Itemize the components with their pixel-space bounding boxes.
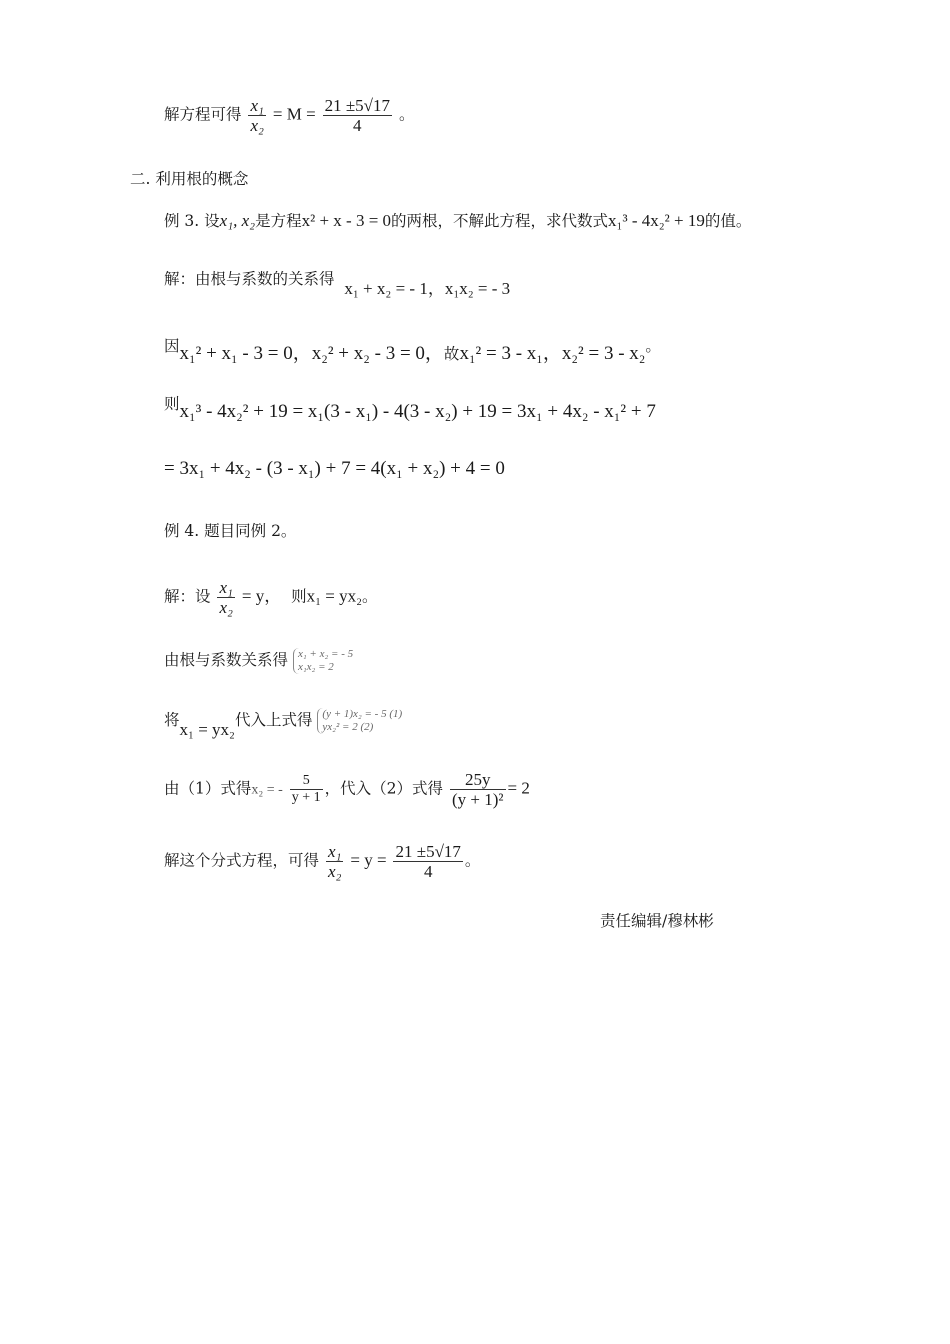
editor-credit: 责任编辑/穆林彬 — [600, 912, 714, 930]
root-value-fraction: $\frac{21 \pm 5√17}{4}$ — [324, 96, 391, 135]
substitution-line: 将x₁ = yx₂代入上式得 (y + 1)x₂ = - 5 (1) yx₂² = 2 (2) — [164, 708, 403, 739]
because-line: 因x₁² + x₁ - 3 = 0，x₂² + x₂ - 3 = 0，故x₁² = 3 - x₁，x₂² = 3 - x₂。 — [164, 337, 661, 364]
ratio-fraction-3: $\frac{\text{x₁}}{\text{x₂}}$ — [327, 842, 342, 881]
from-equation-1: 由（1）式得x₂ = - $\frac{5}{y + 1}$ ，代入（2）式得 $\frac{25y}{\text{(y + 1)²}}$ = 2 — [164, 770, 530, 809]
x2-fraction: $\frac{5}{y + 1}$ — [291, 773, 321, 805]
then-line: 则x₁³ - 4x₂² + 19 = x₁(3 - x₁) - 4(3 - x₂) + 19 = 3x₁ + 4x₂ - x₁² + 7 — [164, 395, 656, 422]
solution-4: 解：设 $\frac{\text{x₁}}{\text{x₂}}$ = y， 则x₁ = yx₂。 — [164, 578, 378, 617]
substituted-fraction: $\frac{25y}{\text{(y + 1)²}}$ — [451, 770, 504, 809]
solution-3-relation: 解：由根与系数的关系得 x₁ + x₂ = - 1，x₁x₂ = - 3 — [164, 270, 511, 298]
example-3: 例 3. 设x₁, x₂是方程x² + x - 3 = 0的两根，不解此方程，求代数式x₁³ - 4x₂² + 19的值。 — [164, 211, 752, 230]
ratio-fraction-2: $\frac{\text{x₁}}{\text{x₂}}$ — [219, 578, 233, 617]
equation-system-2: (y + 1)x₂ = - 5 (1) yx₂² = 2 (2) — [317, 708, 402, 734]
example-4: 例 4. 题目同例 2。 — [164, 522, 297, 540]
root-value-fraction-2: $\frac{21 \pm 5√17}{4}$ — [395, 842, 461, 881]
result-line-1: 解方程可得 $\frac{\text{x₁}}{\text{x₂}}$ = M = $\frac{21 \pm 5√17}{4}$ 。 — [164, 96, 415, 135]
continuation-line: = 3x₁ + 4x₂ - (3 - x₁) + 7 = 4(x₁ + x₂) + 4 = 0 — [164, 458, 505, 479]
ratio-fraction: $\frac{\text{x₁}}{\text{x₂}}$ — [250, 96, 264, 135]
equation-system-1: x₁ + x₂ = - 5 x₁x₂ = 2 — [293, 648, 353, 674]
relation-line: 由根与系数关系得 x₁ + x₂ = - 5 x₁x₂ = 2 — [164, 648, 354, 673]
section-heading: 二. 利用根的概念 — [130, 170, 249, 188]
solve-line: 解这个分式方程，可得 $\frac{\text{x₁}}{\text{x₂}}$ = y = $\frac{21 \pm 5√17}{4}$ 。 — [164, 842, 481, 881]
